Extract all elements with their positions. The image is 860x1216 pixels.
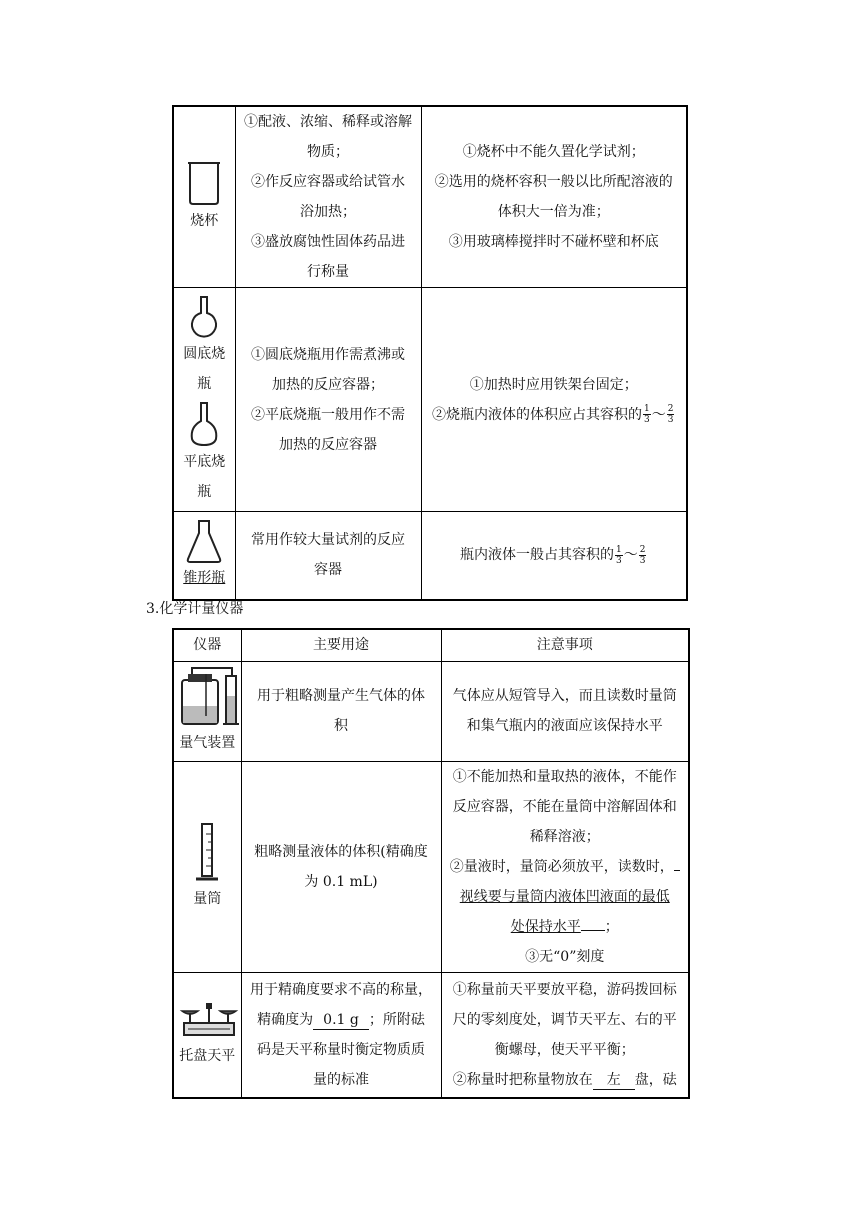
fraction: $\frac{1}{3}$ <box>616 544 622 566</box>
header-cell: 注意事项 <box>441 629 689 661</box>
use-line: 量的标准 <box>313 1071 369 1088</box>
instrument-cell <box>173 106 235 288</box>
use-line: ①配液、浓缩、稀释或溶解 <box>244 114 412 130</box>
use-cell <box>241 761 441 972</box>
table-row <box>173 661 689 761</box>
table-row <box>173 288 687 512</box>
answer-text: 处保持水平 <box>510 918 581 935</box>
measuring-cylinder-icon <box>192 822 222 884</box>
note-line: ①加热时应用铁架台固定； <box>469 376 638 393</box>
note-line: ①不能加热和量取热的液体，不能作 <box>452 768 677 785</box>
use-line: 浴加热； <box>300 204 356 220</box>
use-line: 粗略测量液体的体积(精确度 <box>254 843 428 860</box>
note-line: ②称量时把称量物放在 左 盘，砝 <box>452 1071 677 1088</box>
instrument-cell <box>173 661 241 761</box>
note-line: 和集气瓶内的液面应该保持水平 <box>466 718 663 734</box>
note-line: ①烧杯中不能久置化学试剂； <box>462 144 645 160</box>
note-line: 体积大一倍为准； <box>497 204 610 220</box>
use-line: 加热的反应容器； <box>272 376 384 393</box>
note-line: 反应容器，不能在量筒中溶解固体和 <box>452 798 677 815</box>
use-line: 积 <box>334 718 348 734</box>
note-line: ②量液时，量筒必须放平，读数时， <box>446 852 685 882</box>
instrument-table <box>172 105 688 601</box>
table-row <box>173 512 687 600</box>
notes-cell <box>421 288 687 512</box>
note-line: ③用玻璃棒搅拌时不碰杯壁和杯底 <box>448 234 659 250</box>
instrument-name: 托盘天平 <box>179 1047 236 1064</box>
table-row <box>173 761 689 972</box>
note-line: 尺的零刻度处，调节天平左、右的平 <box>452 1011 677 1028</box>
answer-text: 左 <box>606 1071 621 1088</box>
header-cell: 仪器 <box>173 629 241 661</box>
answer-text: 0.1 g <box>323 1011 359 1028</box>
section-title: 3.化学计量仪器 <box>146 601 244 617</box>
note-line: 稀释溶液； <box>529 828 600 845</box>
use-cell <box>241 661 441 761</box>
note-line: ②选用的烧杯容积一般以比所配溶液的 <box>434 174 673 190</box>
notes-cell <box>441 661 689 761</box>
notes-cell <box>441 972 689 1098</box>
note-line: 瓶内液体一般占其容积的 $\frac{1}{3}$ ～ $\frac{2}{3}$ <box>460 544 646 566</box>
use-cell <box>235 106 421 288</box>
gas-measuring-apparatus-icon <box>178 666 240 728</box>
measuring-instrument-table <box>172 628 690 1099</box>
table-row <box>173 106 687 288</box>
balance-icon <box>178 1001 240 1041</box>
flat-bottom-flask-icon <box>184 401 224 447</box>
beaker-icon <box>184 160 224 206</box>
use-cell <box>235 288 421 512</box>
instrument-name: 烧杯 <box>190 213 219 229</box>
table-row <box>173 972 689 1098</box>
use-line: 常用作较大量试剂的反应 <box>251 532 405 549</box>
notes-cell <box>421 512 687 600</box>
use-line: 用于粗略测量产生气体的体 <box>257 688 425 704</box>
note-line: ③无“0”刻度 <box>525 948 605 965</box>
notes-cell <box>441 761 689 972</box>
fraction: $\frac{2}{3}$ <box>639 544 646 566</box>
note-line: 气体应从短管导入，而且读数时量筒 <box>452 688 677 704</box>
use-line: 为 0.1 mL) <box>304 873 378 890</box>
instrument-cell <box>173 512 235 600</box>
answer-text: 视线要与量筒内液体凹液面的最低 <box>459 888 670 905</box>
use-line: ③盛放腐蚀性固体药品进 <box>251 234 405 250</box>
use-line: ①圆底烧瓶用作需煮沸或 <box>251 346 405 363</box>
use-line: 行称量 <box>307 264 349 280</box>
header-row <box>173 629 689 661</box>
notes-cell <box>421 106 687 288</box>
use-line: 精确度为 0.1 g ；所附砝 <box>257 1011 425 1028</box>
header-cell: 主要用途 <box>241 629 441 661</box>
instrument-name: 量气装置 <box>179 735 236 751</box>
instrument-name: 瓶 <box>197 375 212 392</box>
instrument-name: 圆底烧 <box>183 345 226 362</box>
use-line: ②平底烧瓶一般用作不需 <box>251 406 405 423</box>
round-bottom-flask-icon <box>184 295 224 339</box>
instrument-name: 平底烧 <box>183 453 226 470</box>
instrument-name: 瓶 <box>197 483 212 500</box>
note-line: 处保持水平 ； <box>510 918 619 935</box>
note-line: 衡螺母，使天平平衡； <box>494 1041 635 1058</box>
note-line: ②烧瓶内液体的体积应占其容积的 $\frac{1}{3}$ ～ $\frac{2}{3}$ <box>432 404 674 425</box>
use-line: 加热的反应容器 <box>279 436 377 453</box>
conical-flask-icon <box>184 519 224 563</box>
instrument-cell <box>173 972 241 1098</box>
use-line: 码是天平称量时衡定物质质 <box>257 1041 425 1058</box>
instrument-name: 锥形瓶 <box>183 570 226 587</box>
instrument-cell <box>173 288 235 512</box>
fraction: $\frac{1}{3}$ <box>644 404 650 425</box>
instrument-name: 量筒 <box>193 890 222 907</box>
instrument-cell <box>173 761 241 972</box>
use-line: ②作反应容器或给试管水 <box>251 174 405 190</box>
use-cell <box>241 972 441 1098</box>
note-line: ①称量前天平要放平稳，游码拨回标 <box>452 981 677 998</box>
use-line: 物质； <box>307 144 349 160</box>
use-cell <box>235 512 421 600</box>
use-line: 用于精确度要求不高的称量， <box>250 981 432 998</box>
fraction: $\frac{2}{3}$ <box>667 404 674 425</box>
use-line: 容器 <box>314 562 342 579</box>
